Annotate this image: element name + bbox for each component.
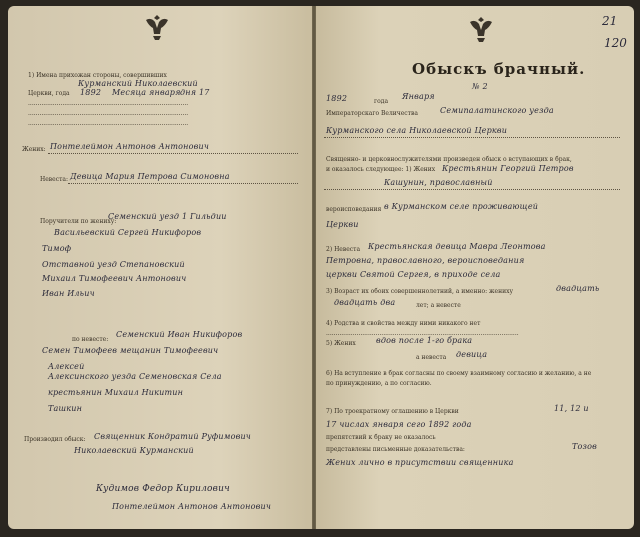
line-5-handwriting: Крестьянин Георгий Петров (442, 164, 574, 173)
left-page (8, 6, 312, 529)
line-24-handwriting: Жених лично в присутствии священника (326, 458, 514, 467)
witness-line-1: Семенский уезд 1 Гильдии (108, 212, 227, 221)
bride-witness-line-6: Ташкин (48, 404, 83, 413)
line-9-label: 2) Невеста (326, 246, 361, 253)
line-19-label: 7) По троекратному оглашению в Церкви (326, 408, 459, 415)
page-number-2: 120 (604, 36, 627, 50)
double-eagle-icon (464, 14, 498, 44)
groom-underline (48, 153, 298, 154)
signature-2: Понтелеймон Антонов Антонович (112, 502, 272, 511)
line-21-label: препятствий к браку не оказалось (326, 434, 436, 441)
witnesses-label: Поручители по жениху: (40, 218, 117, 225)
line-14-label: 4) Родства и свойства между ними никакого нет (326, 320, 481, 327)
printed-line: ..................................................................................................... (326, 330, 519, 337)
record-number: № 2 (472, 82, 488, 91)
bride-witness-line-3: Алексей (48, 362, 85, 371)
year-handwriting: 1892 (80, 88, 102, 97)
paragraph-1-label: 1) Имена прихожан стороны, совершивших (28, 72, 167, 79)
line-12-label: 3) Возраст их обоих совершеннолетний, а именно: жениху (326, 288, 513, 295)
line-10-handwriting: Петровна, православного, вероисповедания (326, 256, 525, 265)
line-9-handwriting: Крестьянская девица Мавра Леонтова (368, 242, 546, 251)
line-3-underline (324, 137, 620, 138)
line-1-label: года (374, 98, 389, 105)
page-number: 21 (602, 14, 618, 28)
line-23-label: представлены письменные доказательства: (326, 446, 465, 453)
officiant-handwriting-2: Николаевский Курманский (74, 446, 194, 455)
witness-line-4: Отставной уезд Степановский (42, 260, 185, 269)
signature-1: Кудимов Федор Кирилович (96, 484, 230, 494)
line-16-handwriting: девица (456, 350, 488, 359)
line-16-label: а невеста (416, 354, 447, 361)
witness-line-3: Тимоф (42, 244, 72, 253)
officiant-handwriting-1: Священник Кондратий Руфимович (94, 432, 251, 441)
bride-witness-line-5: крестьянин Михаил Никитин (48, 388, 184, 397)
line-22-handwriting: Тозов (572, 442, 597, 451)
double-eagle-icon (140, 12, 174, 42)
witness-line-5: Михаил Тимофеевич Антонович (42, 274, 187, 283)
groom-name-handwriting: Понтелеймон Антонов Антонович (50, 142, 210, 151)
bride-witness-label: по невесте: (72, 336, 109, 343)
line-5-label: и оказалось следующее: 1) Жених (326, 166, 436, 173)
line-2-handwriting: Семипалатинского уезда (440, 106, 554, 115)
line-18-label: по принуждению, а по согласию. (326, 380, 432, 387)
bride-name-handwriting: Девица Мария Петрова Симоновна (70, 172, 230, 181)
year-handwriting: 1892 (326, 94, 348, 103)
groom-label: Жених: (22, 146, 46, 153)
paragraph-1-handwriting: Курманский Николаевский (78, 79, 198, 88)
line-7-label: вероисповедания (326, 206, 382, 213)
line-6-handwriting: Кашунин, православный (384, 178, 493, 187)
printed-line: .................................................................................... (28, 100, 189, 107)
right-page (316, 6, 634, 529)
line-20-handwriting: 17 числах января сего 1892 года (326, 420, 472, 429)
bride-underline (68, 183, 298, 184)
line-13-label: лет; а невесте (416, 302, 461, 309)
bride-witness-line-1: Семенский Иван Никифоров (116, 330, 243, 339)
line-11-handwriting: церкви Святой Сергея, в приходе села (326, 270, 501, 279)
document-title: Обыскъ брачный. (412, 60, 586, 78)
bride-witness-line-2: Семен Тимофеев мещанин Тимофеевич (42, 346, 219, 355)
printed-line: .................................................................................... (28, 120, 189, 127)
bride-witness-line-4: Алексинского уезда Семеновская Села (48, 372, 222, 381)
officiant-label: Производил обыск: (24, 436, 86, 443)
line-2-label: Императорскаго Величества (326, 110, 418, 117)
line-8-handwriting: Церкви (326, 220, 359, 229)
line-15-label: 5) Жених (326, 340, 356, 347)
paragraph-2-label: Церкви, года (28, 90, 70, 97)
month-handwriting: Месяца января (112, 88, 181, 97)
line-3-handwriting: Курманского села Николаевской Церкви (326, 126, 508, 135)
witness-line-2: Васильевский Сергей Никифоров (54, 228, 202, 237)
printed-line: .................................................................................... (28, 110, 189, 117)
line-6-underline (324, 189, 620, 190)
line-7-handwriting: в Курманском селе проживающей (384, 202, 539, 211)
line-4-label: Священно- и церковнослужителями произведен обыск о вступающих в брак, (326, 156, 572, 163)
day-handwriting: дня 17 (180, 88, 210, 97)
line-15-handwriting: вдов после 1-го брака (376, 336, 473, 345)
line-19-handwriting: 11, 12 и (554, 404, 589, 413)
line-1-handwriting: Января (402, 92, 435, 101)
line-12-handwriting: двадцать (556, 284, 600, 293)
witness-line-6: Иван Ильич (42, 289, 95, 298)
bride-label: Невеста: (40, 176, 68, 183)
line-17-label: 6) На вступление в брак согласны по своему взаимному согласию и желанию, а не (326, 370, 592, 377)
line-13-handwriting: двадцать два (334, 298, 396, 307)
